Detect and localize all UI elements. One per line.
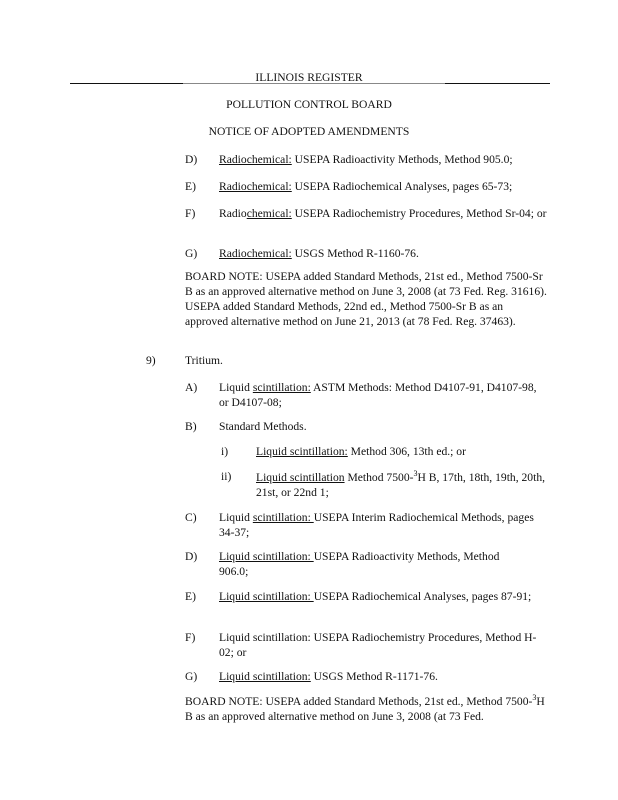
tritium-item-b: Standard Methods. <box>219 420 307 433</box>
item-label-b: B) <box>185 420 197 433</box>
radiochemical-item-f <box>219 206 549 221</box>
item-label-g: G) <box>185 670 198 683</box>
board-note-text: BOARD NOTE: USEPA added Standard Methods, 21st ed., Method 7500- <box>185 694 533 708</box>
item-label-d: D) <box>185 153 198 166</box>
method-label: Radiochemical: <box>219 153 292 166</box>
board-note-tritium <box>185 693 547 724</box>
item-label-f: F) <box>185 631 196 644</box>
item-label-g: G) <box>185 247 198 260</box>
tritium-subitem-i <box>256 444 546 459</box>
method-text: USGS Method R-1160-76. <box>291 247 419 260</box>
tritium-item-a <box>219 380 549 410</box>
item-label-a: A) <box>185 381 198 394</box>
item-label-e: E) <box>185 590 196 603</box>
radiochemical-item-g <box>219 246 549 261</box>
tritium-item-f: Liquid scintillation: USEPA Radiochemistry Procedures, Method H-02; or <box>219 631 537 660</box>
tritium-item-c <box>219 510 539 540</box>
method-label: Radiochemical: <box>219 180 292 193</box>
method-label: Radiochemical: <box>219 247 292 260</box>
method-label: Liquid scintillation <box>256 470 345 484</box>
method-label: scintillation: <box>252 381 311 394</box>
method-prefix: Liquid <box>219 511 253 524</box>
tritium-item-e <box>219 589 543 604</box>
method-label: Liquid scintillation: <box>219 550 314 563</box>
tritium-subitem-ii <box>256 469 548 500</box>
radiochemical-item-e <box>219 179 549 194</box>
method-text: USEPA Radiochemistry Procedures, Method Sr-04; or <box>291 207 547 220</box>
subitem-label-ii: ii) <box>221 470 232 483</box>
method-label: Liquid scintillation: <box>219 670 311 683</box>
superscript: 3 <box>532 693 537 702</box>
radiochemical-item-d <box>219 152 549 167</box>
method-text: USEPA Radiochemical Analyses, pages 65-73; <box>291 180 513 193</box>
method-text: USGS Method R-1171-76. <box>310 670 438 683</box>
method-label: Liquid scintillation: <box>256 445 348 458</box>
method-label: Liquid scintillation: <box>219 590 314 603</box>
method-text: USEPA Interim Radiochemical Methods, pages 34-37; <box>219 511 534 540</box>
method-text: ASTM Methods: Method D4107-91, D4107-98, or D4107-08; <box>219 381 537 410</box>
method-text: USEPA Radiochemical Analyses, pages 87-91; <box>313 590 532 603</box>
subitem-label-i: i) <box>221 445 229 458</box>
tritium-item-g <box>219 669 549 684</box>
tritium-title: Tritium. <box>185 354 223 367</box>
register-title: ILLINOIS REGISTER <box>255 71 363 84</box>
method-text: Method 7500- <box>344 470 414 484</box>
superscript: 3 <box>413 469 418 478</box>
item-label-c: C) <box>185 511 197 524</box>
item-label-d: D) <box>185 550 198 563</box>
section-number-9: 9) <box>146 354 156 367</box>
board-note-text-post: H B as an approved alternative method on June 3, 2008 (at 73 Fed. <box>185 694 545 723</box>
method-text: USEPA Radioactivity Methods, Method 905.0; <box>291 153 513 166</box>
agency-name: POLLUTION CONTROL BOARD <box>226 98 392 111</box>
tritium-item-d <box>219 549 529 579</box>
board-note-radiochemical: BOARD NOTE: USEPA added Standard Methods, 21st ed., Method 7500-Sr B as an approved alternative method on June 3, 2008 (at 73 Fed. Reg. 31616). USEPA added Standard Methods, 22nd ed., Method 7500-Sr B as an approved alternative method on June 21, 2013 (at 78 Fed. Reg. 37463). <box>185 270 547 329</box>
method-text: Method 306, 13th ed.; or <box>347 445 466 458</box>
notice-title: NOTICE OF ADOPTED AMENDMENTS <box>208 125 410 138</box>
method-prefix: Liquid <box>219 381 253 394</box>
method-text: USEPA Radioactivity Methods, Method 906.0; <box>219 550 500 579</box>
method-label: scintillation: <box>252 511 314 524</box>
method-prefix: Radio <box>219 207 247 220</box>
item-label-e: E) <box>185 180 196 193</box>
method-label: chemical: <box>246 207 292 220</box>
method-text-post: H B, 17th, 18th, 19th, 20th, 21st, or 22nd 1; <box>256 470 546 499</box>
item-label-f: F) <box>185 207 196 220</box>
